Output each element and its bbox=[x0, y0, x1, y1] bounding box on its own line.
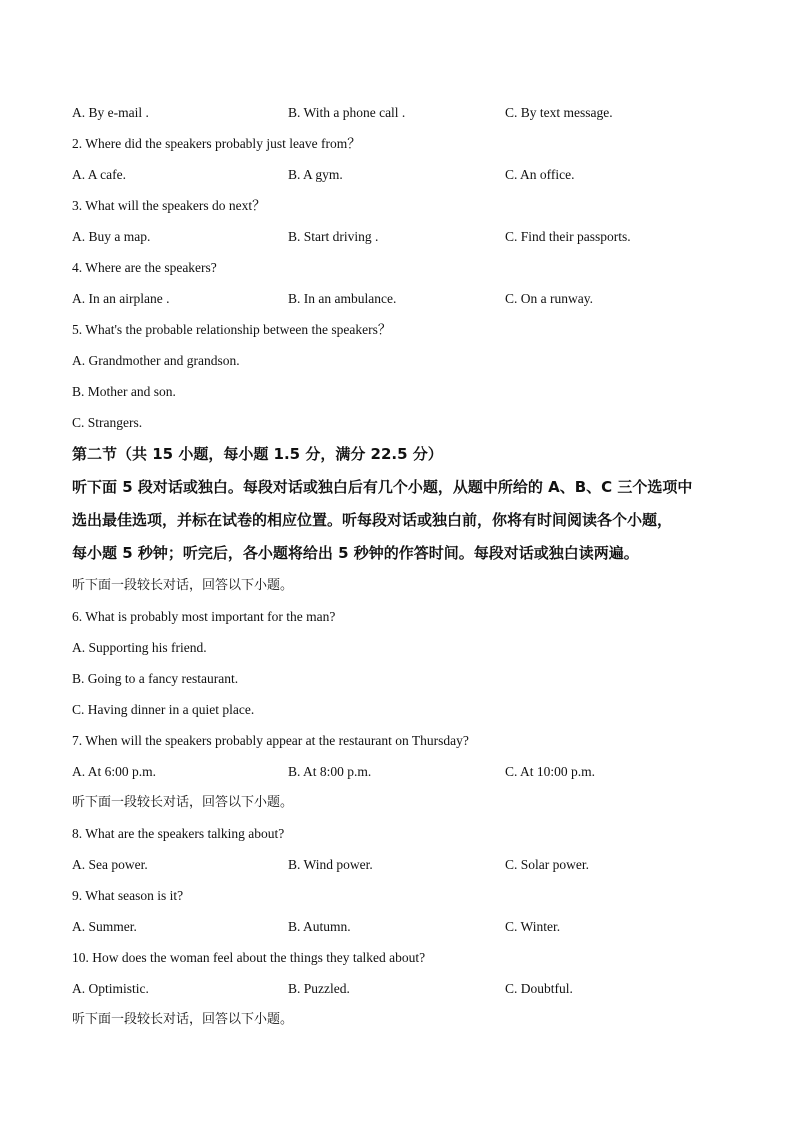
section2-instruction-line-1: 听下面 5 段对话或独白。每段对话或独白后有几个小题，从题中所给的 A、B、C 三个选项中 bbox=[72, 478, 693, 496]
q3-options bbox=[72, 226, 732, 257]
q7-option-a: A. At 6:00 p.m. bbox=[72, 764, 157, 779]
section2-title: 第二节（共 15 小题，每小题 1.5 分，满分 22.5 分） bbox=[72, 445, 443, 463]
q3-option-c: C. Find their passports. bbox=[505, 229, 631, 244]
q8-option-a: A. Sea power. bbox=[72, 857, 148, 872]
q2-option-c: C. An office. bbox=[505, 167, 575, 182]
dialog-intro-1: 听下面一段较长对话，回答以下小题。 bbox=[72, 578, 294, 593]
dialog-intro-2: 听下面一段较长对话，回答以下小题。 bbox=[72, 795, 294, 810]
section2-instruction-line-2: 选出最佳选项，并标在试卷的相应位置。听每段对话或独白前，你将有时间阅读各个小题， bbox=[72, 511, 673, 529]
q3-option-b: B. Start driving . bbox=[288, 229, 379, 244]
q9-option-b: B. Autumn. bbox=[288, 919, 351, 934]
q2-options bbox=[72, 164, 732, 195]
q10-stem: 10. How does the woman feel about the things they talked about? bbox=[72, 950, 426, 965]
q5-option-a: A. Grandmother and grandson. bbox=[72, 353, 240, 368]
q6-option-c: C. Having dinner in a quiet place. bbox=[72, 702, 255, 717]
dialog-intro-3: 听下面一段较长对话，回答以下小题。 bbox=[72, 1012, 294, 1027]
q1-option-a: A. By e-mail . bbox=[72, 105, 149, 120]
q7-option-c: C. At 10:00 p.m. bbox=[505, 764, 596, 779]
q6-stem: 6. What is probably most important for the man? bbox=[72, 609, 336, 624]
q6-option-a: A. Supporting his friend. bbox=[72, 640, 207, 655]
exam-page bbox=[72, 102, 732, 1040]
q10-option-b: B. Puzzled. bbox=[288, 981, 350, 996]
q7-options bbox=[72, 761, 732, 792]
q4-option-a: A. In an airplane . bbox=[72, 291, 170, 306]
q4-options bbox=[72, 288, 732, 319]
q6-option-b: B. Going to a fancy restaurant. bbox=[72, 671, 239, 686]
q10-option-a: A. Optimistic. bbox=[72, 981, 149, 996]
q10-options bbox=[72, 978, 732, 1009]
q9-stem: 9. What season is it? bbox=[72, 888, 184, 903]
q9-option-a: A. Summer. bbox=[72, 919, 137, 934]
q9-option-c: C. Winter. bbox=[505, 919, 561, 934]
q2-stem: 2. Where did the speakers probably just leave from？ bbox=[72, 136, 361, 151]
section2-instruction-line-3: 每小题 5 秒钟；听完后，各小题将给出 5 秒钟的作答时间。每段对话或独白读两遍。 bbox=[72, 544, 639, 562]
q7-stem: 7. When will the speakers probably appear at the restaurant on Thursday? bbox=[72, 733, 469, 748]
q8-options bbox=[72, 854, 732, 885]
q4-stem: 4. Where are the speakers? bbox=[72, 260, 217, 275]
q5-stem: 5. What's the probable relationship between the speakers？ bbox=[72, 322, 392, 337]
q3-stem: 3. What will the speakers do next？ bbox=[72, 198, 266, 213]
q10-option-c: C. Doubtful. bbox=[505, 981, 573, 996]
q3-option-a: A. Buy a map. bbox=[72, 229, 151, 244]
q8-option-b: B. Wind power. bbox=[288, 857, 373, 872]
q2-option-a: A. A cafe. bbox=[72, 167, 126, 182]
q8-option-c: C. Solar power. bbox=[505, 857, 589, 872]
q1-options bbox=[72, 102, 732, 133]
q5-option-b: B. Mother and son. bbox=[72, 384, 176, 399]
q2-option-b: B. A gym. bbox=[288, 167, 343, 182]
q7-option-b: B. At 8:00 p.m. bbox=[288, 764, 372, 779]
q9-options bbox=[72, 916, 732, 947]
q4-option-c: C. On a runway. bbox=[505, 291, 593, 306]
q4-option-b: B. In an ambulance. bbox=[288, 291, 397, 306]
q1-option-b: B. With a phone call . bbox=[288, 105, 406, 120]
q8-stem: 8. What are the speakers talking about? bbox=[72, 826, 285, 841]
q5-option-c: C. Strangers. bbox=[72, 415, 143, 430]
q1-option-c: C. By text message. bbox=[505, 105, 613, 120]
